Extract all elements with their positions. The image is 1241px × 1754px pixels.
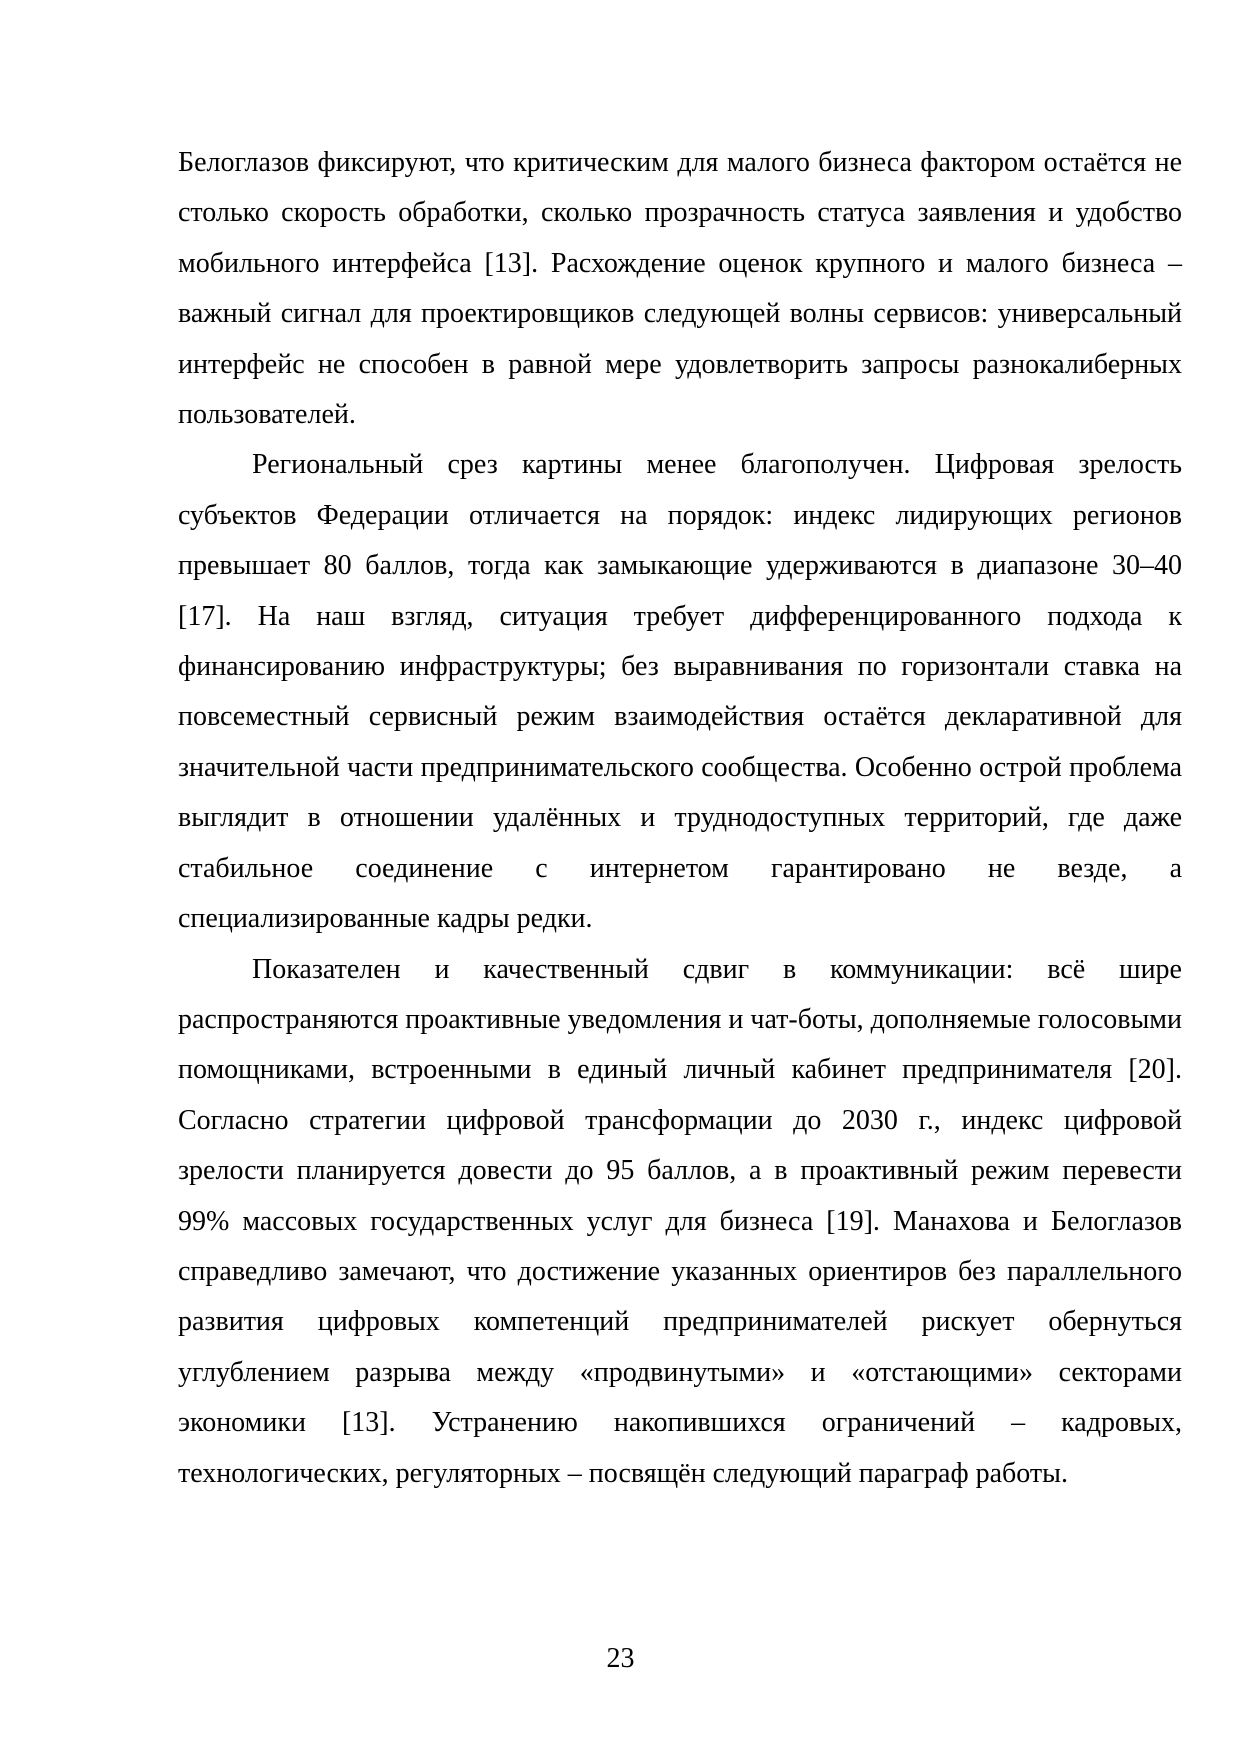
body-text	[178, 138, 1182, 1499]
paragraph-1: Белоглазов фиксируют, что критическим для малого бизнеса фактором остаётся не столько скорость обработки, сколько прозрачность статуса заявления и удобство мобильного интерфейса [13]. Расхождение оценок крупного и малого бизнеса – важный сигнал для проектировщиков следующей волны сервисов: универсальный интерфейс не способен в равной мере удовлетворить запросы разнокалиберных пользователей.	[178, 147, 1182, 431]
paragraph-2: Региональный срез картины менее благополучен. Цифровая зрелость субъектов Федерации отличается на порядок: индекс лидирующих регионов превышает 80 баллов, тогда как замыкающие удерживаются в диапазоне 30–40 [17]. На наш взгляд, ситуация требует дифференцированного подхода к финансированию инфраструктуры; без выравнивания по горизонтали ставка на повсеместный сервисный режим взаимодействия остаётся декларативной для значительной части предпринимательского сообщества. Особенно острой проблема выглядит в отношении удалённых и труднодоступных территорий, где даже стабильное соединение с интернетом гарантировано не везде, а специализированные кадры редки.	[178, 449, 1182, 935]
paragraph-3: Показателен и качественный сдвиг в коммуникации: всё шире распространяются проактивные уведомления и чат-боты, дополняемые голосовыми помощниками, встроенными в единый личный кабинет предпринимателя [20]. Согласно стратегии цифровой трансформации до 2030 г., индекс цифровой зрелости планируется довести до 95 баллов, а в проактивный режим перевести 99% массовых государственных услуг для бизнеса [19]. Манахова и Белоглазов справедливо замечают, что достижение указанных ориентиров без параллельного развития цифровых компетенций предпринимателей рискует обернуться углублением разрыва между «продвинутыми» и «отстающими» секторами экономики [13]. Устранению накопившихся ограничений – кадровых, технологических, регуляторных – посвящён следующий параграф работы.	[178, 953, 1182, 1489]
page-number: 23	[606, 1643, 635, 1674]
